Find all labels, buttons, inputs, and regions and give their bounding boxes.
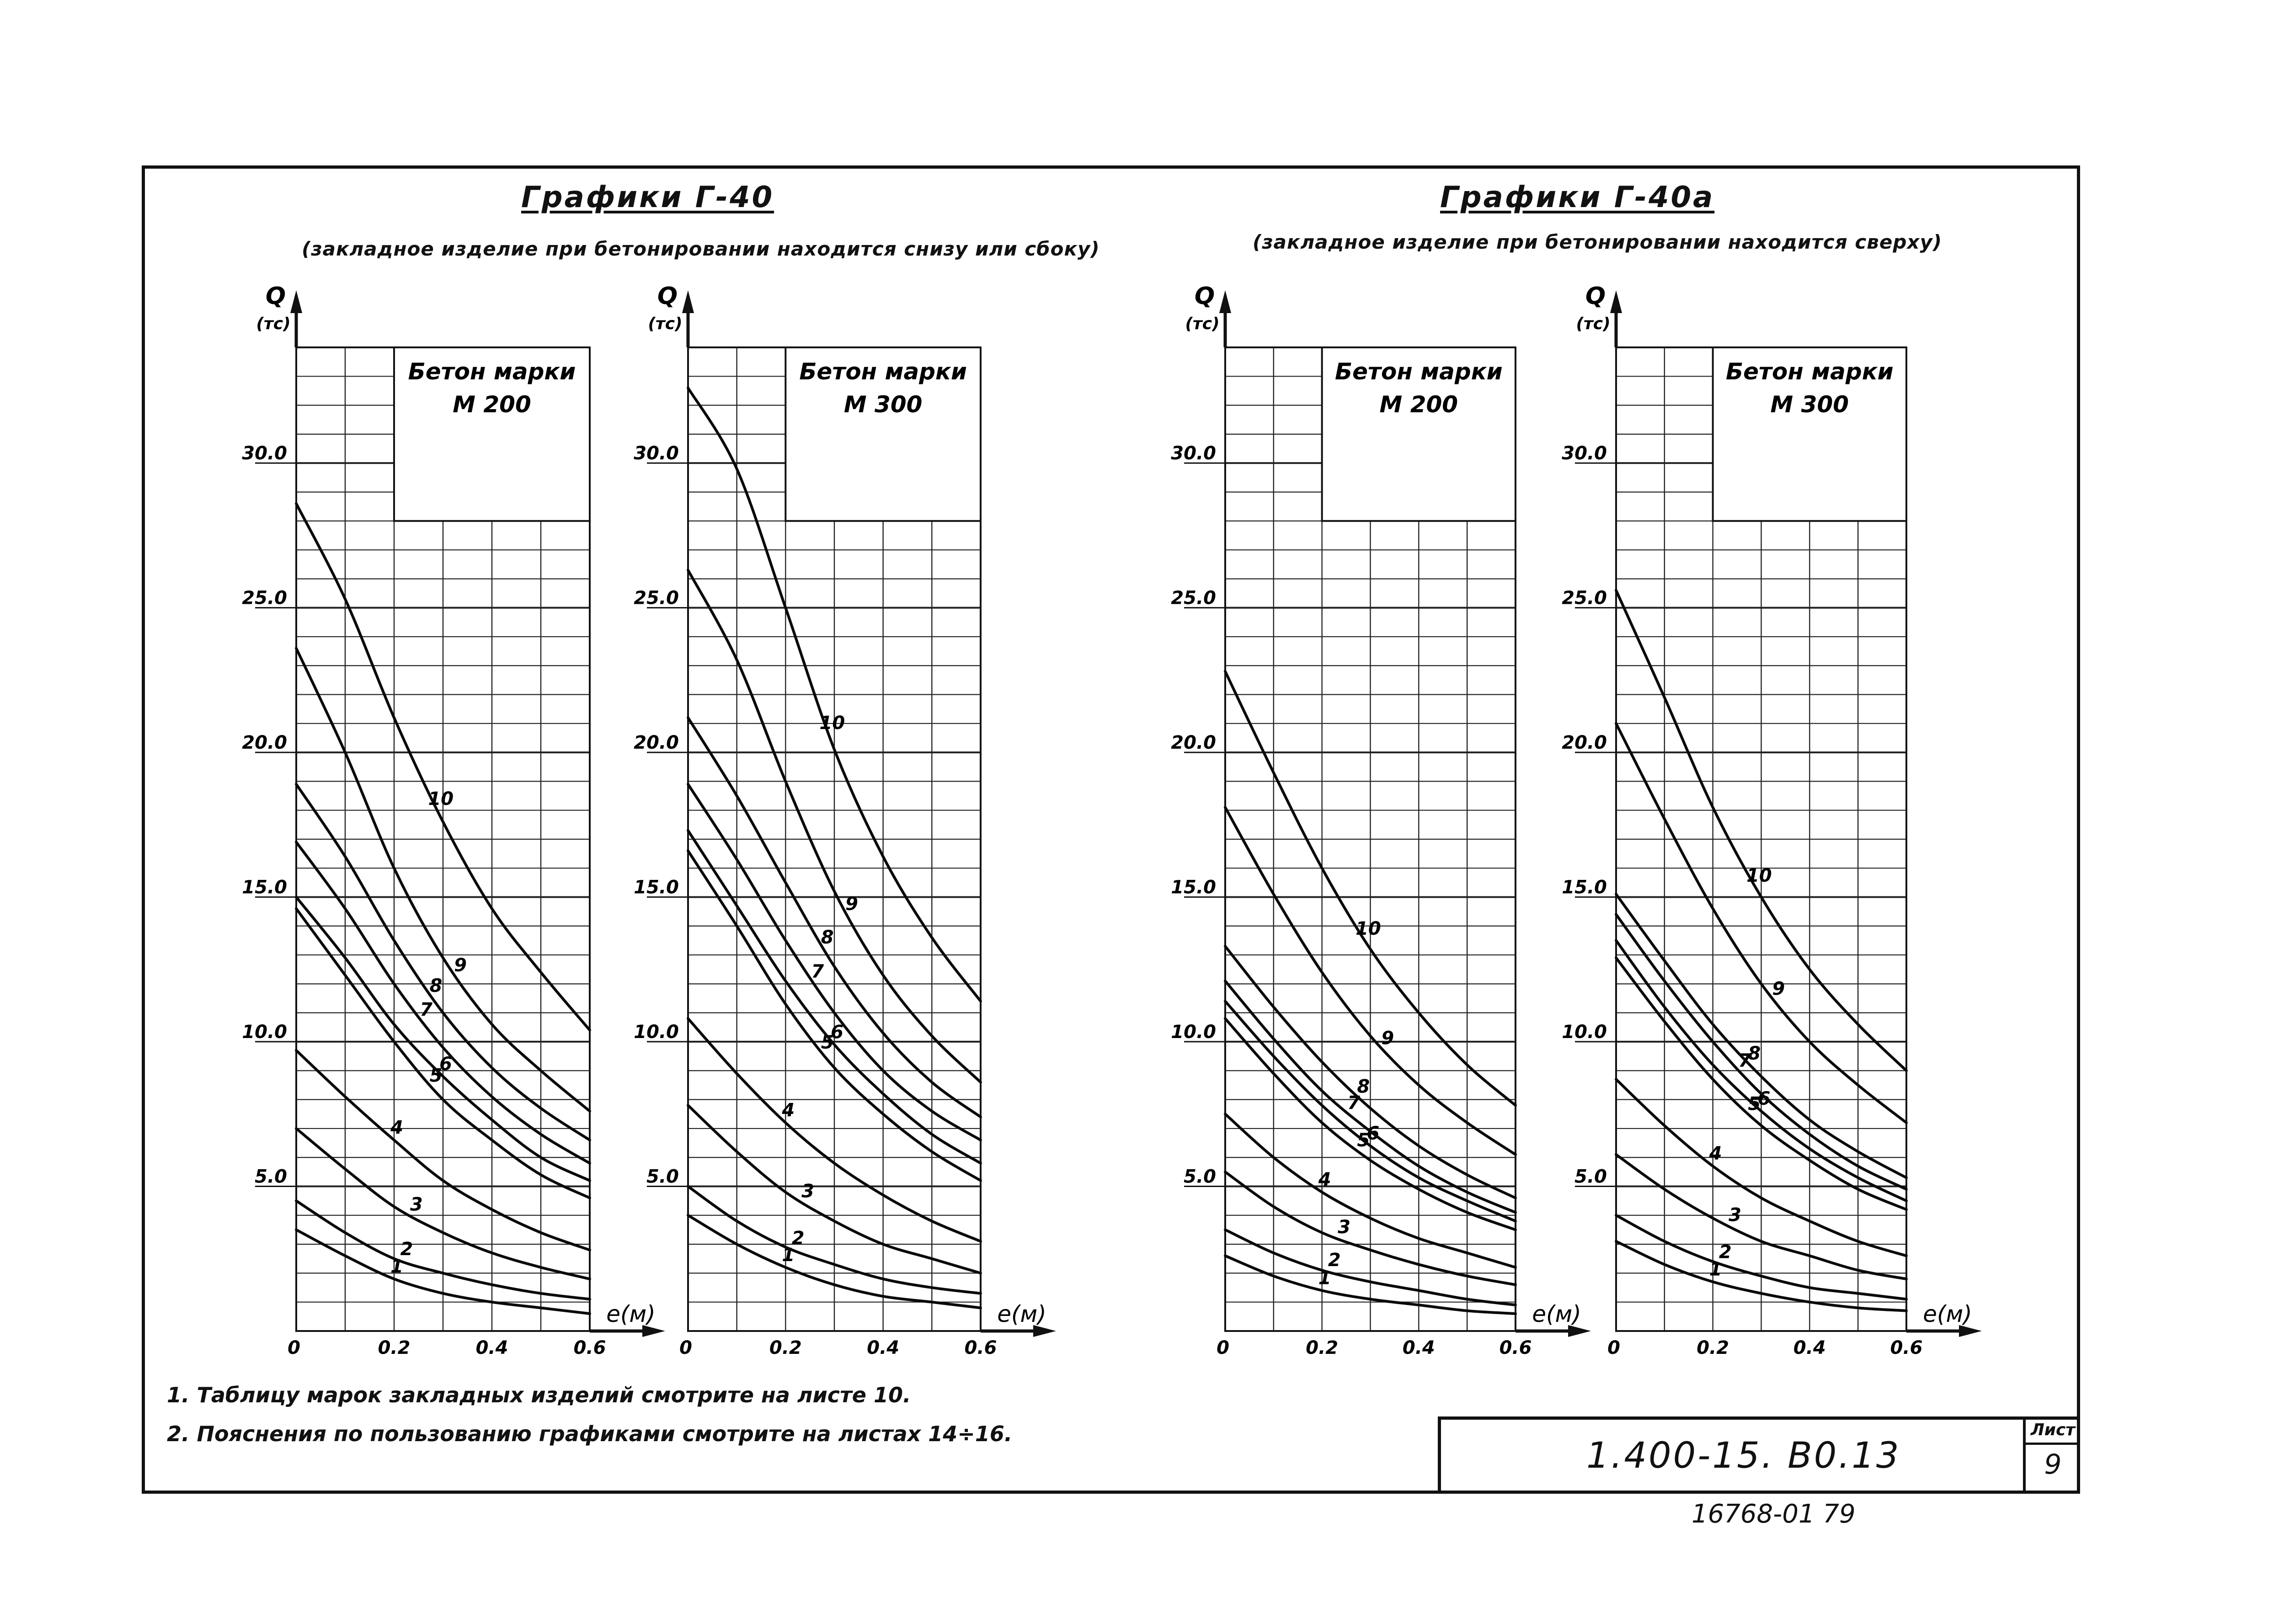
series-label-3: 3 (410, 1194, 423, 1215)
series-label-2: 2 (1328, 1250, 1341, 1271)
series-label-3: 3 (801, 1181, 814, 1202)
x-tick-label: 0.2 (1697, 1337, 1729, 1358)
y-axis-label: Q (1585, 282, 1606, 310)
x-axis-label: е(м) (1923, 1301, 1972, 1327)
y-tick-label: 10.0 (634, 1022, 679, 1043)
concrete-grade-text: Бетон марки (799, 358, 967, 385)
series-label-2: 2 (791, 1228, 805, 1249)
sheet-number: 9 (2044, 1448, 2062, 1480)
series-label-7: 7 (1738, 1050, 1751, 1071)
y-tick-label: 30.0 (1562, 443, 1607, 464)
concrete-grade-text: Бетон марки (1725, 358, 1894, 385)
x-axis-label: е(м) (997, 1301, 1046, 1327)
series-label-8: 8 (821, 926, 834, 948)
y-tick-label: 30.0 (242, 443, 287, 464)
x-axis-label: е(м) (606, 1301, 656, 1327)
x-tick-label: 0.2 (378, 1337, 411, 1358)
x-tick-label: 0 (1217, 1337, 1229, 1358)
document-number: 1.400-15. В0.13 (1586, 1435, 1901, 1476)
series-label-6: 6 (439, 1054, 452, 1075)
note-2: 2. Пояснения по пользованию графиками смотрите на листах 14÷16. (167, 1422, 1013, 1446)
x-tick-label: 0.6 (964, 1337, 997, 1358)
series-label-5: 5 (821, 1032, 834, 1054)
series-label-4: 4 (1318, 1169, 1331, 1191)
series-label-1: 1 (1318, 1267, 1331, 1289)
y-tick-label: 25.0 (242, 587, 287, 609)
y-axis-label: Q (1194, 282, 1215, 310)
series-label-4: 4 (390, 1117, 403, 1139)
concrete-grade-text: М 200 (453, 391, 531, 418)
series-label-4: 4 (1709, 1143, 1722, 1165)
y-tick-label: 20.0 (634, 732, 679, 754)
series-label-9: 9 (454, 955, 467, 976)
series-label-8: 8 (1748, 1043, 1761, 1065)
title-g40a: Графики Г-40а (1440, 181, 1715, 214)
concrete-grade-text: М 200 (1379, 391, 1458, 418)
series-label-9: 9 (845, 893, 858, 915)
subtitle-g40a: (закладное изделие при бетонировании находится сверху) (1253, 231, 1942, 253)
x-tick-label: 0 (1607, 1337, 1620, 1358)
y-axis-label: Q (657, 282, 678, 310)
y-tick-label: 25.0 (1562, 587, 1607, 609)
series-label-8: 8 (429, 975, 443, 997)
x-tick-label: 0.6 (1499, 1337, 1532, 1358)
y-axis-unit: (тс) (1185, 314, 1220, 333)
y-tick-label: 10.0 (242, 1022, 287, 1043)
series-label-5: 5 (1357, 1130, 1370, 1151)
sheet-number-cell (2023, 1416, 2080, 1494)
series-label-7: 7 (1347, 1092, 1361, 1113)
series-label-2: 2 (400, 1239, 413, 1260)
y-axis-unit: (тс) (1576, 314, 1611, 333)
concrete-grade-text: Бетон марки (408, 358, 576, 385)
y-tick-label: 15.0 (1171, 877, 1216, 898)
y-tick-label: 5.0 (1574, 1166, 1607, 1187)
x-tick-label: 0 (288, 1337, 300, 1358)
y-tick-label: 15.0 (1562, 877, 1607, 898)
note-1: 1. Таблицу марок закладных изделий смотрите на листе 10. (167, 1383, 911, 1407)
series-label-3: 3 (1729, 1204, 1741, 1226)
x-tick-label: 0.2 (1306, 1337, 1339, 1358)
series-label-5: 5 (429, 1065, 443, 1086)
series-label-10: 10 (819, 712, 845, 734)
y-tick-label: 10.0 (1562, 1022, 1607, 1043)
series-label-6: 6 (831, 1022, 843, 1043)
y-tick-label: 20.0 (1171, 732, 1216, 754)
y-axis-label: Q (265, 282, 286, 310)
series-label-9: 9 (1772, 978, 1785, 1000)
series-label-5: 5 (1748, 1093, 1761, 1115)
handwritten-number: 16768-01 79 (1692, 1499, 1856, 1529)
series-label-10: 10 (1355, 918, 1381, 939)
y-tick-label: 5.0 (255, 1166, 287, 1187)
series-label-1: 1 (782, 1244, 795, 1266)
x-tick-label: 0.4 (475, 1337, 508, 1358)
x-tick-label: 0.6 (573, 1337, 606, 1358)
series-label-8: 8 (1357, 1076, 1370, 1097)
y-tick-label: 30.0 (1171, 443, 1216, 464)
x-tick-label: 0.2 (769, 1337, 802, 1358)
series-label-4: 4 (782, 1100, 795, 1121)
x-tick-label: 0.4 (1402, 1337, 1435, 1358)
y-tick-label: 15.0 (634, 877, 679, 898)
y-axis-unit: (тс) (648, 314, 683, 333)
y-axis-unit: (тс) (256, 314, 291, 333)
x-axis-label: е(м) (1532, 1301, 1581, 1327)
series-label-1: 1 (390, 1256, 403, 1278)
sheet-frame (142, 165, 2080, 1494)
series-label-6: 6 (1757, 1088, 1771, 1109)
concrete-grade-text: М 300 (1770, 391, 1849, 418)
series-label-6: 6 (1366, 1123, 1380, 1144)
series-label-7: 7 (420, 999, 433, 1021)
concrete-grade-text: М 300 (843, 391, 923, 418)
y-tick-label: 20.0 (242, 732, 287, 754)
series-label-2: 2 (1718, 1241, 1732, 1263)
y-tick-label: 25.0 (634, 587, 679, 609)
series-label-9: 9 (1381, 1028, 1394, 1049)
x-tick-label: 0 (679, 1337, 692, 1358)
series-label-3: 3 (1338, 1216, 1350, 1238)
series-label-10: 10 (428, 788, 454, 810)
y-tick-label: 30.0 (634, 443, 679, 464)
series-label-7: 7 (811, 961, 824, 982)
subtitle-g40: (закладное изделие при бетонировании находится снизу или сбоку) (302, 238, 1100, 260)
y-tick-label: 5.0 (646, 1166, 679, 1187)
y-tick-label: 5.0 (1184, 1166, 1216, 1187)
series-label-10: 10 (1746, 865, 1772, 886)
title-g40: Графики Г-40 (521, 181, 774, 214)
sheet-label: Лист (2026, 1416, 2080, 1445)
y-tick-label: 10.0 (1171, 1022, 1216, 1043)
series-label-1: 1 (1709, 1259, 1722, 1280)
x-tick-label: 0.4 (867, 1337, 900, 1358)
x-tick-label: 0.4 (1793, 1337, 1826, 1358)
y-tick-label: 25.0 (1171, 587, 1216, 609)
x-tick-label: 0.6 (1890, 1337, 1923, 1358)
y-tick-label: 20.0 (1562, 732, 1607, 754)
concrete-grade-text: Бетон марки (1334, 358, 1503, 385)
y-tick-label: 15.0 (242, 877, 287, 898)
